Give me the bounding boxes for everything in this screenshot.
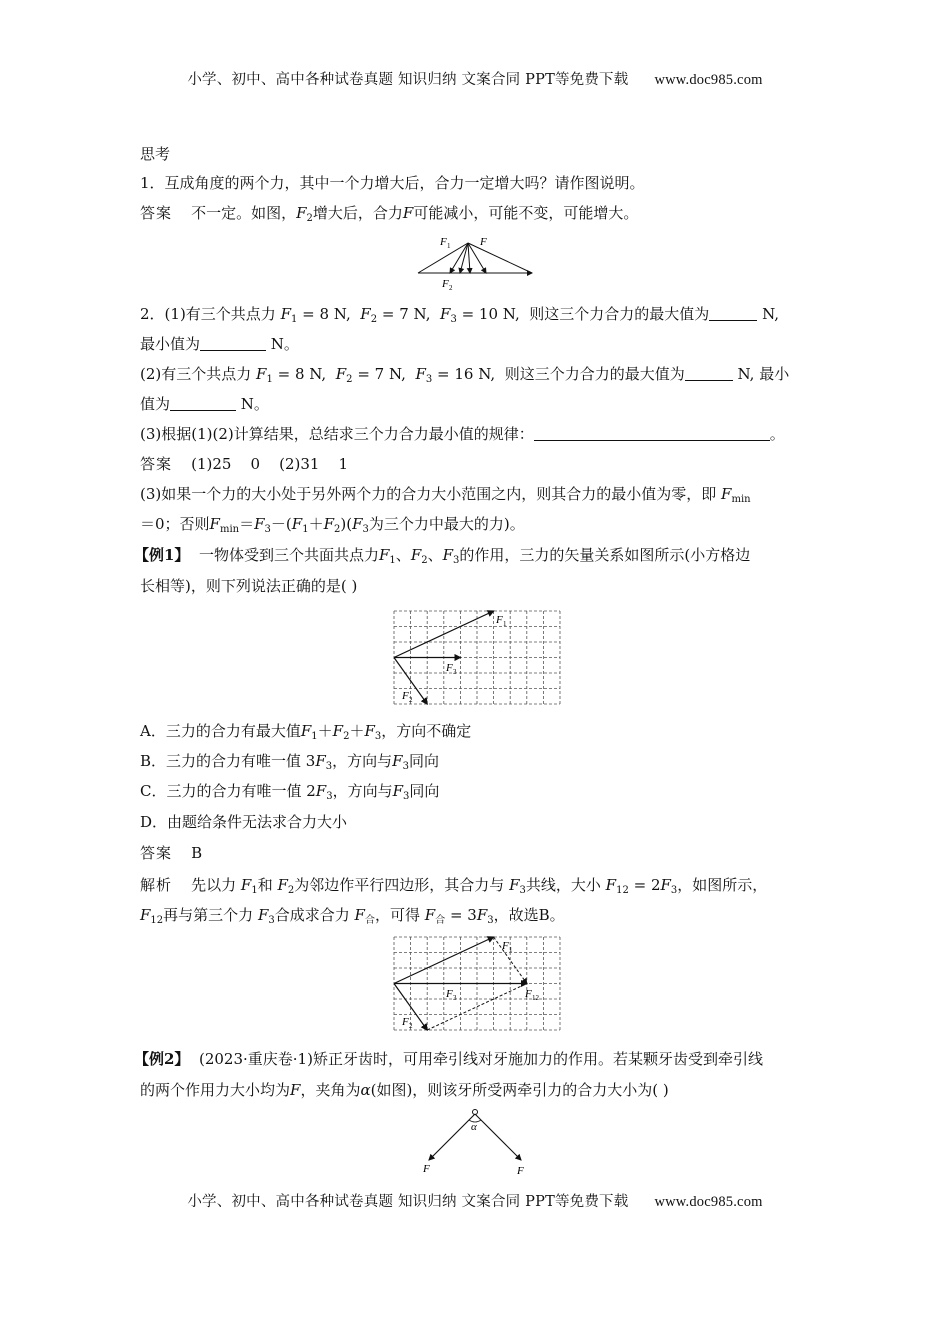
- think-title: 思考: [140, 145, 171, 163]
- ex2-stem-1: 【例2】 (2023·重庆卷·1)矫正牙齿时，可用牵引线对牙施加力的作用。若某颗牙齿受到牵引线: [134, 1050, 763, 1068]
- ex1-stem-1: 【例1】 一物体受到三个共面共点力$F_1$、$F_2$、$F_3$的作用，三力的矢量关系如图所示(小方格边: [134, 546, 751, 566]
- footer-text: 小学、初中、高中各种试卷真题 知识归纳 文案合同 PPT等免费下载: [187, 1194, 629, 1210]
- page-header: [0, 68, 950, 89]
- q2-part3: (3)根据(1)(2)计算结果，总结求三个力合力最小值的规律： 。: [140, 425, 785, 443]
- ex1-label: 【例1】: [134, 546, 190, 564]
- f1-label: F: [440, 236, 447, 248]
- q2-answer: 答案 (1)25 0 (2)31 1: [140, 455, 349, 473]
- f2-label: F: [442, 278, 449, 290]
- svg-text:12: 12: [532, 994, 539, 1002]
- q2-explain-1: (3)如果一个力的大小处于另外两个力的合力大小范围之内，则其合力的最小值为零，即 $F_{min}$: [140, 485, 751, 505]
- q2-part1-line2: 最小值为 N。: [140, 335, 299, 353]
- svg-text:F: F: [446, 662, 453, 674]
- svg-text:3: 3: [453, 668, 457, 676]
- blank-min-2[interactable]: [170, 396, 236, 411]
- f-label: F: [480, 236, 487, 248]
- q1-answer: 答案 不一定。如图，$F_2$增大后，合力F可能减小，可能不变，可能增大。: [140, 204, 639, 224]
- f-right-label: F: [517, 1165, 524, 1177]
- footer-site: www.doc985.com: [654, 1194, 763, 1210]
- svg-text:2: 2: [409, 696, 413, 704]
- ex1-analysis-figure: [392, 935, 562, 1033]
- blank-max-2[interactable]: [685, 366, 733, 381]
- ex1-option-a[interactable]: A．三力的合力有最大值$F_1+F_2+F_3$，方向不确定: [140, 722, 472, 742]
- ex2-stem-2: 的两个作用力大小均为F，夹角为α(如图)，则该牙所受两牵引力的合力大小为( ): [140, 1081, 669, 1099]
- ex1-option-d[interactable]: D．由题给条件无法求合力大小: [140, 813, 348, 831]
- svg-text:2: 2: [449, 284, 453, 291]
- svg-text:1: 1: [447, 242, 451, 250]
- svg-text:2: 2: [409, 1022, 413, 1030]
- ex1-analysis-1: 解析 先以力 $F_1$和 $F_2$为邻边作平行四边形，其合力与 $F_3$共线，大小 $F_{12} = 2F_3$，如图所示，: [140, 876, 768, 896]
- q2-part2-line2: 值为 N。: [140, 395, 269, 413]
- q2-part1-line1: 2．(1)有三个共点力 $F_1 = 8$ N, $F_2 = 7$ N, $F_3 = 10$ N, 则这三个力合力的最大值为 N,: [140, 305, 779, 325]
- svg-text:F: F: [402, 1016, 409, 1028]
- svg-text:1: 1: [509, 946, 513, 954]
- ex1-option-b[interactable]: B．三力的合力有唯一值 $3F_3$，方向与$F_3$同向: [140, 752, 439, 772]
- svg-text:F: F: [525, 988, 532, 1000]
- ex2-label: 【例2】: [134, 1050, 190, 1068]
- ex1-option-c[interactable]: C．三力的合力有唯一值 $2F_3$，方向与$F_3$同向: [140, 782, 440, 802]
- ex1-vector-figure: [392, 609, 562, 707]
- page-footer: [0, 1190, 950, 1211]
- svg-text:F: F: [402, 690, 409, 702]
- q1-question: 1．互成角度的两个力，其中一个力增大后，合力一定增大吗？请作图说明。: [140, 174, 645, 192]
- svg-text:F: F: [496, 614, 503, 626]
- blank-rule[interactable]: [534, 426, 770, 441]
- alpha-label: α: [471, 1121, 477, 1133]
- svg-text:3: 3: [453, 994, 457, 1002]
- ex1-answer: 答案 B: [140, 844, 203, 862]
- ex1-stem-2: 长相等)，则下列说法正确的是( ): [140, 577, 358, 595]
- svg-text:F: F: [502, 940, 509, 952]
- blank-min-1[interactable]: [200, 336, 266, 351]
- blank-max-1[interactable]: [709, 306, 757, 321]
- header-text: 小学、初中、高中各种试卷真题 知识归纳 文案合同 PPT等免费下载: [187, 72, 629, 88]
- q2-explain-2: ＝0；否则$F_{min}=F_3-(F_1+F_2)(F_3$为三个力中最大的力)。: [140, 515, 525, 535]
- q1-force-figure: [410, 233, 540, 291]
- header-site: www.doc985.com: [654, 72, 763, 88]
- svg-text:F: F: [446, 988, 453, 1000]
- ex2-angle-figure: [415, 1106, 535, 1178]
- q2-part2-line1: (2)有三个共点力 $F_1 = 8$ N, $F_2 = 7$ N, $F_3 = 16$ N, 则这三个力合力的最大值为 N, 最小: [140, 365, 790, 385]
- f-left-label: F: [423, 1163, 430, 1175]
- ex1-analysis-2: $F_{12}$再与第三个力 $F_3$合成求合力 $F_合$，可得 $F_合 = 3F_3$，故选B。: [140, 906, 565, 926]
- svg-text:1: 1: [503, 620, 507, 628]
